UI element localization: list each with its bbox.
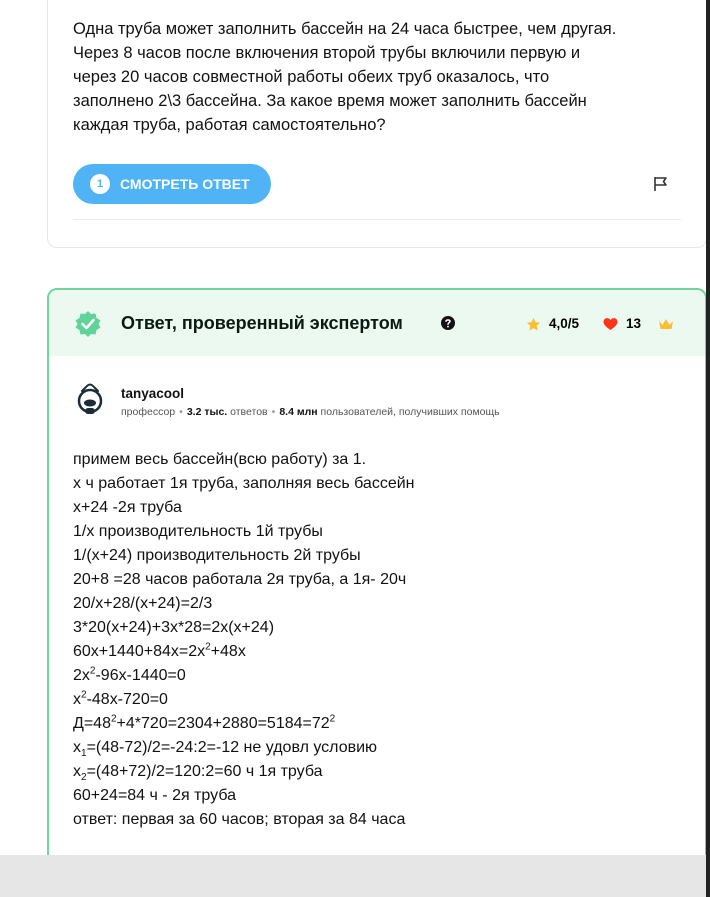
verified-answer-card bbox=[47, 288, 707, 872]
formula-part: x bbox=[73, 763, 81, 780]
solution-line: x ч работает 1я труба, заполняя весь бассейн bbox=[73, 475, 415, 492]
superscript: 2 bbox=[89, 665, 96, 677]
author-avatar[interactable] bbox=[73, 382, 107, 416]
formula-part: x bbox=[73, 739, 81, 756]
question-line: каждая труба, работая самостоятельно? bbox=[73, 116, 386, 134]
star-icon bbox=[526, 317, 541, 332]
verified-badge-icon bbox=[74, 310, 102, 338]
heart-icon[interactable] bbox=[603, 317, 618, 331]
question-card bbox=[47, 0, 707, 248]
formula-part: 60x+1440+84x=2x bbox=[73, 643, 206, 660]
author-stats bbox=[121, 406, 500, 418]
rating-value: 4,0/5 bbox=[549, 316, 580, 331]
flag-icon[interactable] bbox=[652, 175, 670, 193]
crown-icon bbox=[658, 318, 674, 331]
solution-line: ответ: первая за 60 часов; вторая за 84 часа bbox=[73, 811, 406, 828]
formula-part: =(48+72)/2=120:2=60 ч 1я труба bbox=[86, 763, 323, 780]
question-line: заполнено 2\3 бассейна. За какое время может заполнить бассейн bbox=[73, 92, 587, 110]
superscript: 2 bbox=[329, 713, 336, 725]
solution-line bbox=[73, 688, 673, 712]
solution-line: 20+8 =28 часов работала 2я труба, а 1я- 20ч bbox=[73, 571, 407, 588]
solution-line bbox=[73, 640, 673, 664]
superscript: 2 bbox=[205, 641, 211, 653]
solution-line: 3*20(x+24)+3x*28=2x(x+24) bbox=[73, 619, 275, 636]
solution-line bbox=[73, 664, 673, 688]
subscript: 1 bbox=[81, 748, 87, 760]
answer-title: Ответ, проверенный экспертом bbox=[121, 313, 403, 333]
solution-line bbox=[73, 736, 673, 760]
answer-header bbox=[49, 290, 705, 356]
screen-edge bbox=[706, 0, 710, 897]
formula-part: x bbox=[73, 691, 81, 708]
author-rank: профессор bbox=[121, 406, 176, 418]
solution-line: 1/x производительность 1й трубы bbox=[73, 523, 323, 540]
solution-line bbox=[73, 712, 673, 736]
question-line: через 20 часов совместной работы обеих труб оказалось, что bbox=[73, 68, 550, 86]
formula-part: =(48-72)/2=-24:2=-12 не удовл условию bbox=[86, 739, 378, 756]
formula-part: Д=48 bbox=[73, 715, 111, 732]
question-text bbox=[73, 17, 673, 137]
formula-part: -48x-720=0 bbox=[86, 691, 168, 708]
answer-body bbox=[73, 448, 673, 832]
question-line: Одна труба может заполнить бассейн на 24 часа быстрее, чем другая. bbox=[73, 20, 617, 38]
solution-line: 1/(x+24) производительность 2й трубы bbox=[73, 547, 361, 564]
formula-part: +4*720=2304+2880=5184=72 bbox=[116, 715, 330, 732]
question-line: Через 8 часов после включения второй трубы включили первую и bbox=[73, 44, 581, 62]
author-name[interactable]: tanyacool bbox=[121, 386, 185, 401]
see-answer-button[interactable] bbox=[73, 164, 271, 204]
superscript: 2 bbox=[81, 689, 87, 701]
help-icon[interactable] bbox=[441, 316, 455, 330]
answers-count: 3.2 тыс. bbox=[186, 406, 228, 418]
solution-line: примем весь бассейн(всю работу) за 1. bbox=[73, 451, 367, 468]
subscript: 2 bbox=[81, 772, 87, 784]
solution-line bbox=[73, 760, 673, 784]
formula-part: +48x bbox=[210, 643, 246, 660]
solution-line: 60+24=84 ч - 2я труба bbox=[73, 787, 237, 804]
separator: • bbox=[271, 406, 276, 418]
superscript: 2 bbox=[110, 713, 117, 725]
bottom-bar bbox=[0, 855, 710, 897]
answer-count-badge: 1 bbox=[90, 174, 110, 194]
likes-count: 13 bbox=[626, 316, 642, 331]
helped-count: 8.4 млн bbox=[279, 406, 318, 418]
formula-part: -96x-1440=0 bbox=[95, 667, 186, 684]
formula-part: 2x bbox=[73, 667, 90, 684]
separator: • bbox=[179, 406, 183, 418]
see-answer-label: СМОТРЕТЬ ОТВЕТ bbox=[120, 176, 250, 192]
solution-line: x+24 -2я труба bbox=[73, 499, 182, 516]
solution-line: 20/x+28/(x+24)=2/3 bbox=[73, 595, 213, 612]
helped-label: пользователей, получивших помощь bbox=[320, 406, 500, 418]
answers-label: ответов bbox=[230, 406, 268, 418]
divider bbox=[73, 219, 681, 220]
